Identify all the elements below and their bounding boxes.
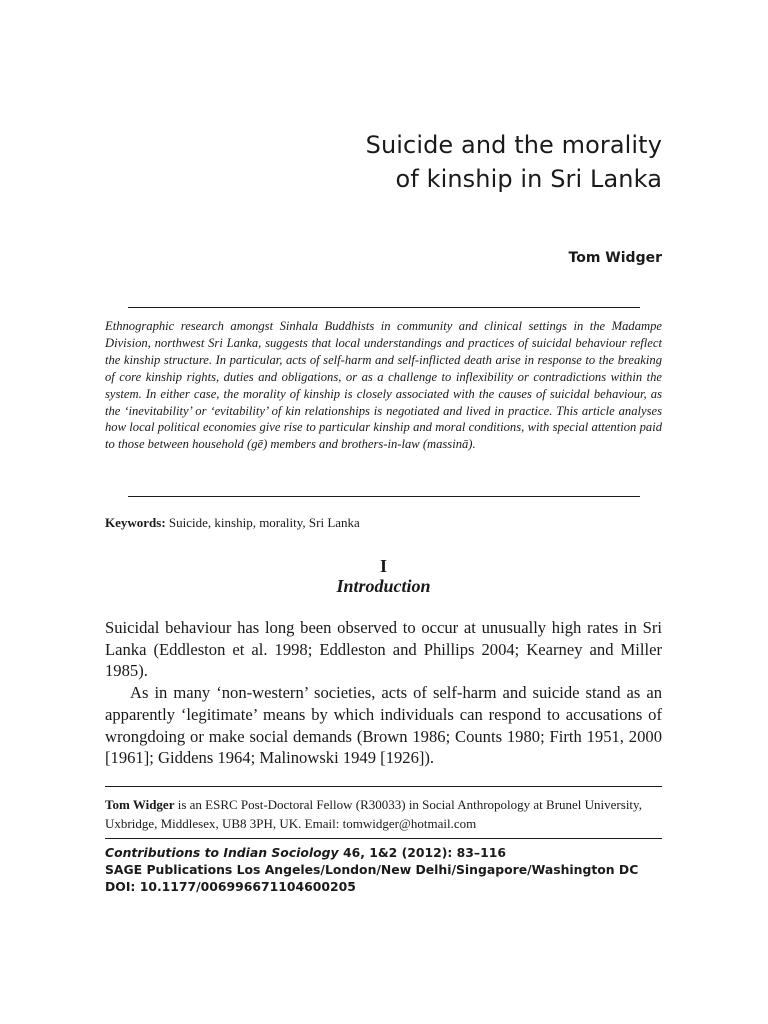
footnote-rule	[105, 786, 662, 787]
author-footnote	[105, 795, 662, 833]
abstract-bottom-rule	[128, 496, 640, 497]
footnote-author-name: Tom Widger	[105, 797, 175, 812]
article-title	[366, 128, 662, 196]
keywords-list: Suicide, kinship, morality, Sri Lanka	[168, 515, 360, 530]
abstract: Ethnographic research amongst Sinhala Buddhists in community and clinical settings in the Madampe Division, northwest Sri Lanka, suggests that local understandings and practices of suicidal behaviour reflect the kinship structure. In particular, acts of self-harm and self-inflicted death arise in response to the breaking of core kinship rights, duties and obligations, or as a challenge to inflexibility or contradictions within the system. In either case, the morality of kinship is closely associated with the causes of suicidal behaviour, as the ‘inevitability’ or ‘evitability’ of kin relationships is negotiated and lived in practice. This article analyses how local political economies give rise to particular kinship and moral conditions, with special attention paid to those between household (gē) members and brothers-in-law (massinā).	[105, 319, 662, 452]
keywords-label: Keywords:	[105, 515, 166, 530]
body-paragraph: As in many ‘non-western’ societies, acts of self-harm and suicide stand as an apparently ‘legitimate’ means by which individuals can respond to accusations of wrongdoing or make social demands (Brown 1986; Counts 1980; Firth 1951, 2000 [1961]; Giddens 1964; Malinowski 1949 [1926]).	[105, 683, 662, 768]
journal-publisher: SAGE Publications Los Angeles/London/New Delhi/Singapore/Washington DC	[105, 862, 639, 877]
footnote-text: is an ESRC Post-Doctoral Fellow (R30033) in Social Anthropology at Brunel University, Uxbridge, Middlesex, UB8 3PH, UK. Email: tomwidger@hotmail.com	[105, 797, 642, 831]
journal-doi: DOI: 10.1177/006996671104600205	[105, 879, 356, 894]
journal-citation-line	[105, 844, 705, 861]
article-author: Tom Widger	[568, 250, 662, 266]
journal-info	[105, 844, 705, 895]
abstract-top-rule	[128, 307, 640, 308]
section-title: Introduction	[336, 576, 431, 596]
journal-name: Contributions to Indian Sociology	[105, 845, 339, 860]
journal-citation: 46, 1&2 (2012): 83–116	[342, 845, 506, 860]
body-text	[105, 617, 662, 769]
keywords	[105, 515, 662, 531]
body-paragraph: Suicidal behaviour has long been observed to occur at unusually high rates in Sri Lanka (Eddleston et al. 1998; Eddleston and Phillips 2004; Kearney and Miller 1985).	[105, 618, 662, 681]
article-title-line-1: Suicide and the morality	[365, 131, 662, 159]
article-title-line-2: of kinship in Sri Lanka	[395, 165, 662, 193]
journal-info-rule	[105, 838, 662, 839]
section-number: I	[379, 556, 387, 576]
